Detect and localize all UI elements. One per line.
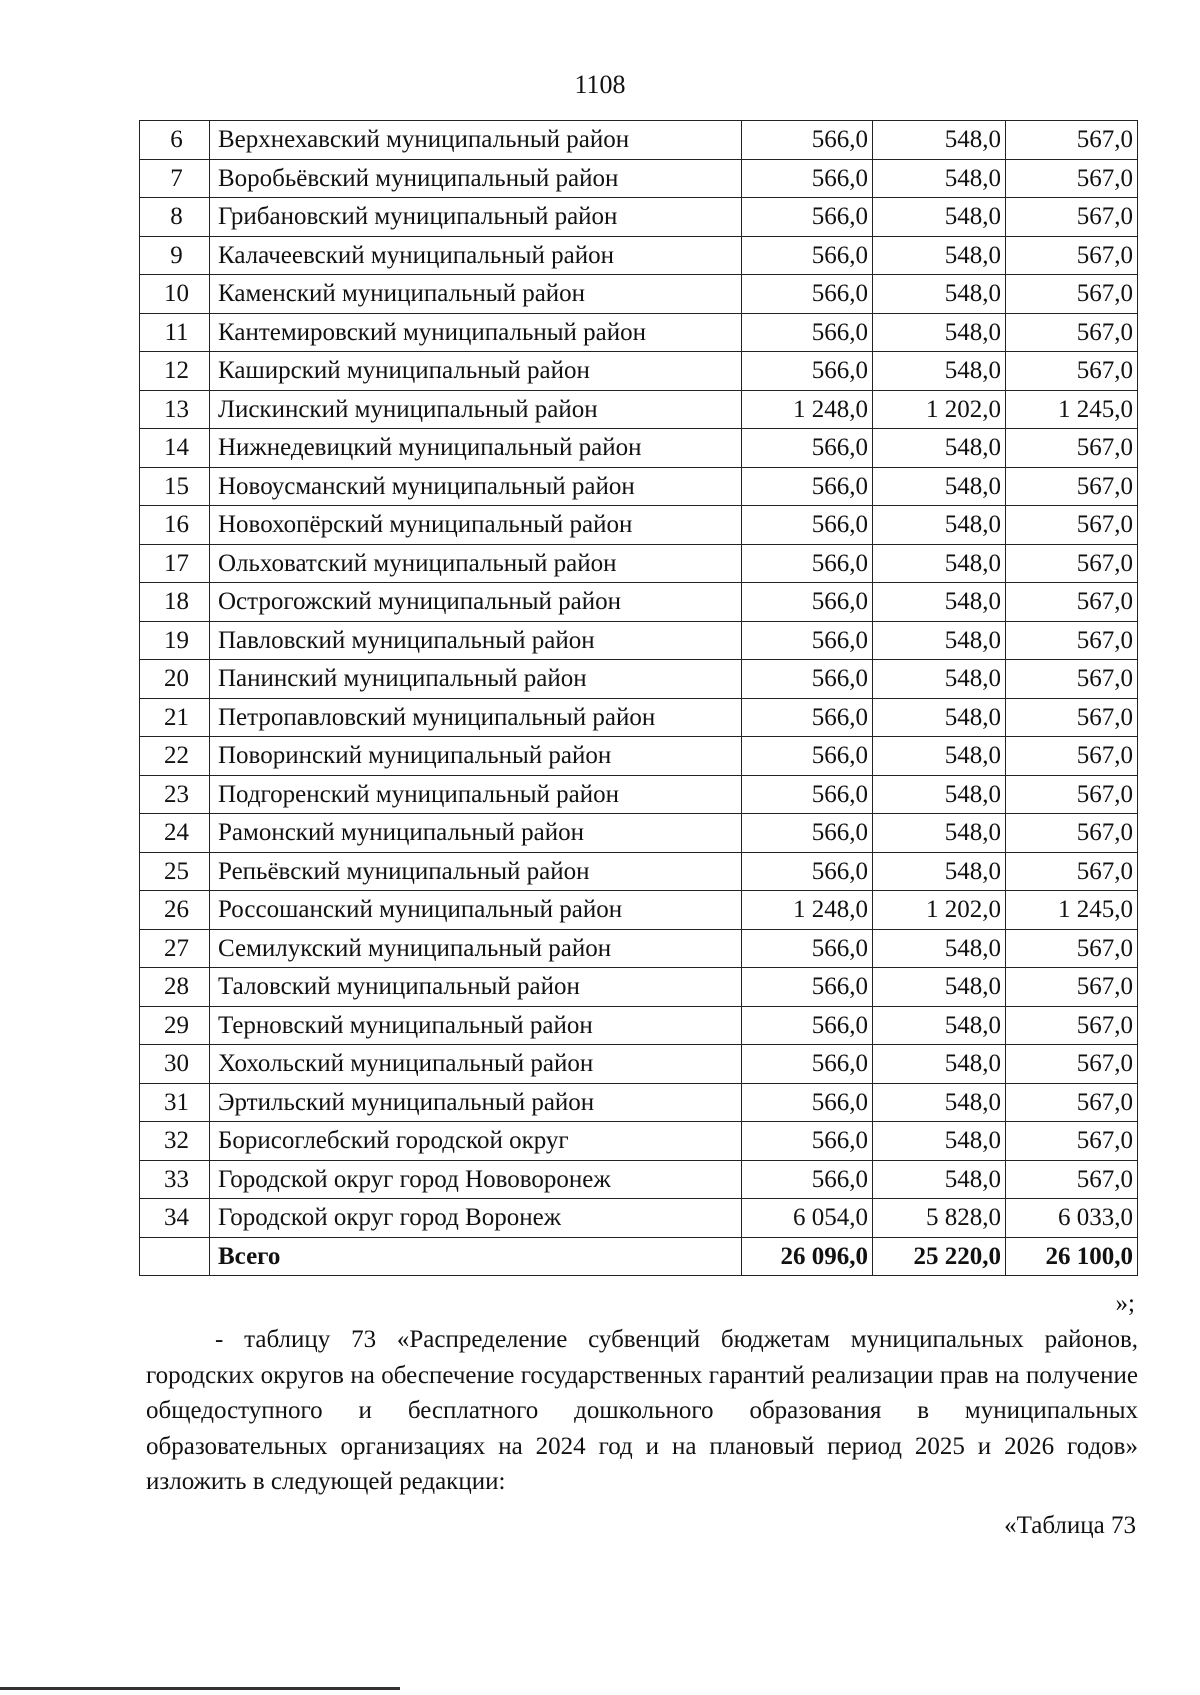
row-number-cell: 20	[140, 660, 210, 699]
value-cell-1: 566,0	[742, 698, 873, 737]
municipality-name-cell: Таловский муниципальный район	[210, 968, 742, 1007]
value-cell-1: 566,0	[742, 621, 873, 660]
value-cell-1: 26 096,0	[742, 1237, 873, 1276]
municipality-name-cell: Нижнедевицкий муниципальный район	[210, 429, 742, 468]
value-cell-3: 26 100,0	[1006, 1237, 1138, 1276]
row-number-cell: 31	[140, 1083, 210, 1122]
table-row	[140, 159, 1138, 198]
row-number-cell: 19	[140, 621, 210, 660]
row-number-cell: 8	[140, 198, 210, 237]
municipality-name-cell: Новоусманский муниципальный район	[210, 467, 742, 506]
municipality-name-cell: Подгоренский муниципальный район	[210, 775, 742, 814]
table-row	[140, 852, 1138, 891]
value-cell-3: 567,0	[1006, 775, 1138, 814]
value-cell-2: 548,0	[873, 544, 1006, 583]
value-cell-2: 548,0	[873, 1083, 1006, 1122]
value-cell-2: 548,0	[873, 583, 1006, 622]
table-row	[140, 698, 1138, 737]
table-row	[140, 313, 1138, 352]
value-cell-3: 567,0	[1006, 698, 1138, 737]
value-cell-2: 548,0	[873, 313, 1006, 352]
value-cell-2: 548,0	[873, 929, 1006, 968]
value-cell-3: 567,0	[1006, 852, 1138, 891]
value-cell-1: 566,0	[742, 583, 873, 622]
row-number-cell: 33	[140, 1160, 210, 1199]
table-row	[140, 1122, 1138, 1161]
value-cell-3: 6 033,0	[1006, 1199, 1138, 1238]
value-cell-1: 1 248,0	[742, 891, 873, 930]
municipality-name-cell: Лискинский муниципальный район	[210, 390, 742, 429]
table-label: «Таблица 73	[1004, 1512, 1136, 1539]
table-row	[140, 467, 1138, 506]
value-cell-3: 567,0	[1006, 929, 1138, 968]
value-cell-2: 548,0	[873, 1122, 1006, 1161]
distribution-table	[139, 120, 1138, 1276]
row-number-cell: 24	[140, 814, 210, 853]
value-cell-1: 6 054,0	[742, 1199, 873, 1238]
value-cell-2: 548,0	[873, 814, 1006, 853]
value-cell-3: 567,0	[1006, 660, 1138, 699]
value-cell-3: 1 245,0	[1006, 390, 1138, 429]
municipality-name-cell: Верхнехавский муниципальный район	[210, 121, 742, 160]
row-number-cell: 32	[140, 1122, 210, 1161]
table-row	[140, 929, 1138, 968]
value-cell-1: 566,0	[742, 544, 873, 583]
value-cell-1: 566,0	[742, 467, 873, 506]
row-number-cell: 7	[140, 159, 210, 198]
value-cell-3: 567,0	[1006, 1083, 1138, 1122]
value-cell-2: 548,0	[873, 621, 1006, 660]
row-number-cell: 16	[140, 506, 210, 545]
row-number-cell: 21	[140, 698, 210, 737]
value-cell-2: 548,0	[873, 698, 1006, 737]
row-number-cell: 30	[140, 1045, 210, 1084]
value-cell-2: 548,0	[873, 660, 1006, 699]
value-cell-3: 567,0	[1006, 313, 1138, 352]
row-number-cell: 15	[140, 467, 210, 506]
value-cell-2: 5 828,0	[873, 1199, 1006, 1238]
value-cell-2: 548,0	[873, 775, 1006, 814]
value-cell-1: 566,0	[742, 236, 873, 275]
value-cell-3: 1 245,0	[1006, 891, 1138, 930]
municipality-name-cell: Семилукский муниципальный район	[210, 929, 742, 968]
table-row	[140, 775, 1138, 814]
value-cell-2: 25 220,0	[873, 1237, 1006, 1276]
value-cell-1: 566,0	[742, 198, 873, 237]
value-cell-1: 566,0	[742, 814, 873, 853]
value-cell-1: 566,0	[742, 737, 873, 776]
municipality-name-cell: Городской округ город Воронеж	[210, 1199, 742, 1238]
municipality-name-cell: Борисоглебский городской округ	[210, 1122, 742, 1161]
table-row	[140, 621, 1138, 660]
value-cell-1: 566,0	[742, 929, 873, 968]
footer-rule	[0, 1687, 400, 1690]
row-number-cell: 10	[140, 275, 210, 314]
value-cell-1: 566,0	[742, 352, 873, 391]
value-cell-2: 548,0	[873, 352, 1006, 391]
table-row	[140, 1160, 1138, 1199]
table-row	[140, 1083, 1138, 1122]
value-cell-2: 548,0	[873, 737, 1006, 776]
table-row	[140, 660, 1138, 699]
value-cell-3: 567,0	[1006, 544, 1138, 583]
table-row	[140, 544, 1138, 583]
value-cell-2: 548,0	[873, 968, 1006, 1007]
value-cell-2: 548,0	[873, 1045, 1006, 1084]
row-number-cell: 14	[140, 429, 210, 468]
municipality-name-cell: Рамонский муниципальный район	[210, 814, 742, 853]
value-cell-3: 567,0	[1006, 583, 1138, 622]
row-number-cell: 18	[140, 583, 210, 622]
value-cell-3: 567,0	[1006, 467, 1138, 506]
row-number-cell: 25	[140, 852, 210, 891]
table-row	[140, 737, 1138, 776]
value-cell-1: 566,0	[742, 313, 873, 352]
value-cell-3: 567,0	[1006, 737, 1138, 776]
row-number-cell: 22	[140, 737, 210, 776]
table-row	[140, 429, 1138, 468]
municipality-name-cell: Петропавловский муниципальный район	[210, 698, 742, 737]
row-number-cell: 27	[140, 929, 210, 968]
row-number-cell: 34	[140, 1199, 210, 1238]
municipality-name-cell: Городской округ город Нововоронеж	[210, 1160, 742, 1199]
value-cell-3: 567,0	[1006, 429, 1138, 468]
value-cell-2: 1 202,0	[873, 390, 1006, 429]
municipality-name-cell: Эртильский муниципальный район	[210, 1083, 742, 1122]
table-row	[140, 198, 1138, 237]
table-row	[140, 121, 1138, 160]
value-cell-2: 548,0	[873, 1160, 1006, 1199]
municipality-name-cell: Всего	[210, 1237, 742, 1276]
row-number-cell: 26	[140, 891, 210, 930]
value-cell-2: 548,0	[873, 1006, 1006, 1045]
row-number-cell: 23	[140, 775, 210, 814]
table-row	[140, 236, 1138, 275]
table-body	[140, 121, 1138, 1276]
value-cell-1: 566,0	[742, 852, 873, 891]
value-cell-1: 566,0	[742, 121, 873, 160]
value-cell-1: 1 248,0	[742, 390, 873, 429]
value-cell-1: 566,0	[742, 1006, 873, 1045]
value-cell-3: 567,0	[1006, 159, 1138, 198]
value-cell-3: 567,0	[1006, 352, 1138, 391]
value-cell-2: 548,0	[873, 236, 1006, 275]
municipality-name-cell: Каменский муниципальный район	[210, 275, 742, 314]
table-total-row	[140, 1237, 1138, 1276]
value-cell-2: 548,0	[873, 852, 1006, 891]
value-cell-3: 567,0	[1006, 814, 1138, 853]
value-cell-1: 566,0	[742, 506, 873, 545]
municipality-name-cell: Павловский муниципальный район	[210, 621, 742, 660]
municipality-name-cell: Ольховатский муниципальный район	[210, 544, 742, 583]
value-cell-1: 566,0	[742, 1045, 873, 1084]
value-cell-2: 548,0	[873, 275, 1006, 314]
value-cell-3: 567,0	[1006, 1122, 1138, 1161]
value-cell-3: 567,0	[1006, 121, 1138, 160]
value-cell-3: 567,0	[1006, 275, 1138, 314]
value-cell-2: 548,0	[873, 121, 1006, 160]
table-row	[140, 275, 1138, 314]
value-cell-3: 567,0	[1006, 1006, 1138, 1045]
municipality-name-cell: Репьёвский муниципальный район	[210, 852, 742, 891]
value-cell-2: 548,0	[873, 467, 1006, 506]
body-paragraph: - таблицу 73 «Распределение субвенций бюджетам муниципальных районов, городских округов на обеспечение государственных гарантий реализации прав на получение общедоступного и бесплатного дошкольного образования в муниципальных образовательных организациях на 2024 год и на плановый период 2025 и 2026 годов» изложить в следующей редакции:	[146, 1326, 1138, 1495]
value-cell-1: 566,0	[742, 1160, 873, 1199]
row-number-cell: 6	[140, 121, 210, 160]
table-row	[140, 506, 1138, 545]
table-row	[140, 968, 1138, 1007]
table-row	[140, 1045, 1138, 1084]
row-number-cell: 9	[140, 236, 210, 275]
page-number: 1108	[574, 70, 626, 99]
value-cell-3: 567,0	[1006, 506, 1138, 545]
value-cell-3: 567,0	[1006, 198, 1138, 237]
row-number-cell: 11	[140, 313, 210, 352]
row-number-cell: 29	[140, 1006, 210, 1045]
municipality-name-cell: Панинский муниципальный район	[210, 660, 742, 699]
value-cell-2: 548,0	[873, 429, 1006, 468]
table-row	[140, 583, 1138, 622]
table-row	[140, 352, 1138, 391]
municipality-name-cell: Россошанский муниципальный район	[210, 891, 742, 930]
value-cell-3: 567,0	[1006, 621, 1138, 660]
value-cell-1: 566,0	[742, 429, 873, 468]
value-cell-1: 566,0	[742, 1083, 873, 1122]
row-number-cell	[140, 1237, 210, 1276]
value-cell-2: 548,0	[873, 159, 1006, 198]
table-row	[140, 1006, 1138, 1045]
municipality-name-cell: Каширский муниципальный район	[210, 352, 742, 391]
municipality-name-cell: Поворинский муниципальный район	[210, 737, 742, 776]
municipality-name-cell: Калачеевский муниципальный район	[210, 236, 742, 275]
row-number-cell: 12	[140, 352, 210, 391]
table-row	[140, 390, 1138, 429]
municipality-name-cell: Терновский муниципальный район	[210, 1006, 742, 1045]
value-cell-3: 567,0	[1006, 1045, 1138, 1084]
value-cell-1: 566,0	[742, 275, 873, 314]
value-cell-3: 567,0	[1006, 236, 1138, 275]
table-row	[140, 891, 1138, 930]
row-number-cell: 28	[140, 968, 210, 1007]
value-cell-1: 566,0	[742, 159, 873, 198]
municipality-name-cell: Грибановский муниципальный район	[210, 198, 742, 237]
closing-quote: »;	[1115, 1290, 1135, 1317]
value-cell-1: 566,0	[742, 968, 873, 1007]
value-cell-1: 566,0	[742, 660, 873, 699]
table-row	[140, 1199, 1138, 1238]
table-row	[140, 814, 1138, 853]
value-cell-2: 548,0	[873, 198, 1006, 237]
municipality-name-cell: Новохопёрский муниципальный район	[210, 506, 742, 545]
value-cell-2: 548,0	[873, 506, 1006, 545]
municipality-name-cell: Хохольский муниципальный район	[210, 1045, 742, 1084]
municipality-name-cell: Острогожский муниципальный район	[210, 583, 742, 622]
value-cell-2: 1 202,0	[873, 891, 1006, 930]
row-number-cell: 13	[140, 390, 210, 429]
municipality-name-cell: Воробьёвский муниципальный район	[210, 159, 742, 198]
value-cell-3: 567,0	[1006, 968, 1138, 1007]
row-number-cell: 17	[140, 544, 210, 583]
municipality-name-cell: Кантемировский муниципальный район	[210, 313, 742, 352]
value-cell-1: 566,0	[742, 775, 873, 814]
value-cell-1: 566,0	[742, 1122, 873, 1161]
value-cell-3: 567,0	[1006, 1160, 1138, 1199]
